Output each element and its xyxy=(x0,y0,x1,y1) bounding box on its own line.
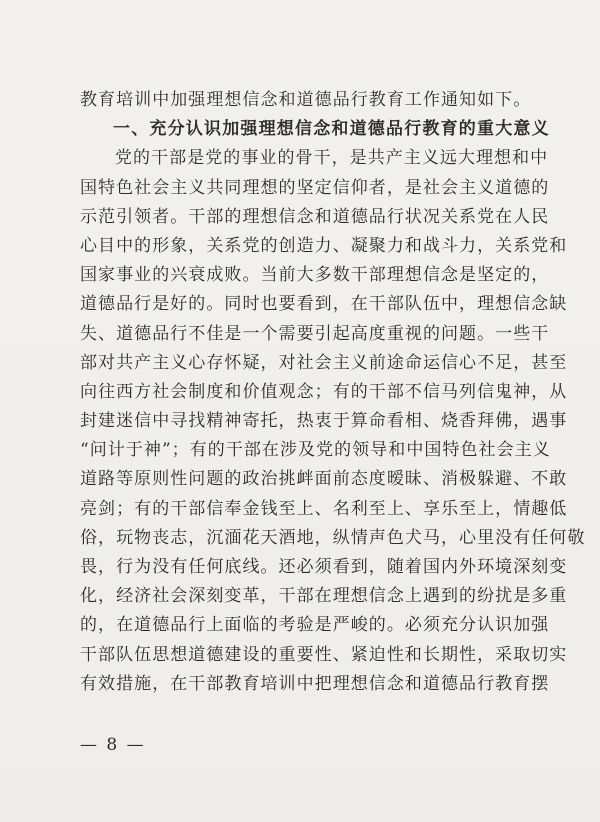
page-number: — 8 — xyxy=(80,735,146,755)
section-heading: 一、充分认识加强理想信念和道德品行教育的重大意义 xyxy=(113,119,550,140)
text-line: 向往西方社会制度和价值观念；有的干部不信马列信鬼神，从 xyxy=(80,381,568,402)
text-line: 有效措施，在干部教育培训中把理想信念和道德品行教育摆 xyxy=(80,673,550,694)
text-line: 示范引领者。干部的理想信念和道德品行状况关系党在人民 xyxy=(80,206,550,227)
text-line: 干部队伍思想道德建设的重要性、紧迫性和长期性，采取切实 xyxy=(80,644,568,665)
text-line: 失、道德品行不佳是一个需要引起高度重视的问题。一些干 xyxy=(80,323,550,344)
text-line: 亮剑；有的干部信奉金钱至上、名利至上、享乐至上，情趣低 xyxy=(80,498,568,519)
text-line: 道路等原则性问题的政治挑衅面前态度暧昧、消极躲避、不敢 xyxy=(80,469,568,490)
text-line: 封建迷信中寻找精神寄托，热衷于算命看相、烧香拜佛，遇事 xyxy=(80,411,568,432)
text-line: 的，在道德品行上面临的考验是严峻的。必须充分认识加强 xyxy=(80,615,550,636)
text-line: “问计于神”；有的干部在涉及党的领导和中国特色社会主义 xyxy=(80,440,551,461)
text-line: 国家事业的兴衰成败。当前大多数干部理想信念是坚定的， xyxy=(80,265,550,286)
text-line: 教育培训中加强理想信念和道德品行教育工作通知如下。 xyxy=(80,90,532,110)
text-line: 国特色社会主义共同理想的坚定信仰者，是社会主义道德的 xyxy=(80,177,550,198)
text-line: 畏，行为没有任何底线。还必须看到，随着国内外环境深刻变 xyxy=(80,557,568,577)
text-line: 道德品行是好的。同时也要看到，在干部队伍中，理想信念缺 xyxy=(80,294,568,315)
text-line: 俗，玩物丧志，沉湎花天酒地，纵情声色犬马，心里没有任何敬 xyxy=(80,527,586,548)
text-line: 心目中的形象，关系党的创造力、凝聚力和战斗力，关系党和 xyxy=(80,235,568,256)
text-line: 化，经济社会深刻变革，干部在理想信念上遇到的纷扰是多重 xyxy=(80,586,568,607)
paragraph-first-line: 党的干部是党的事业的骨干，是共产主义远大理想和中 xyxy=(115,148,549,169)
document-body xyxy=(80,86,586,699)
text-line: 部对共产主义心存怀疑，对社会主义前途命运信心不足，甚至 xyxy=(80,352,568,373)
